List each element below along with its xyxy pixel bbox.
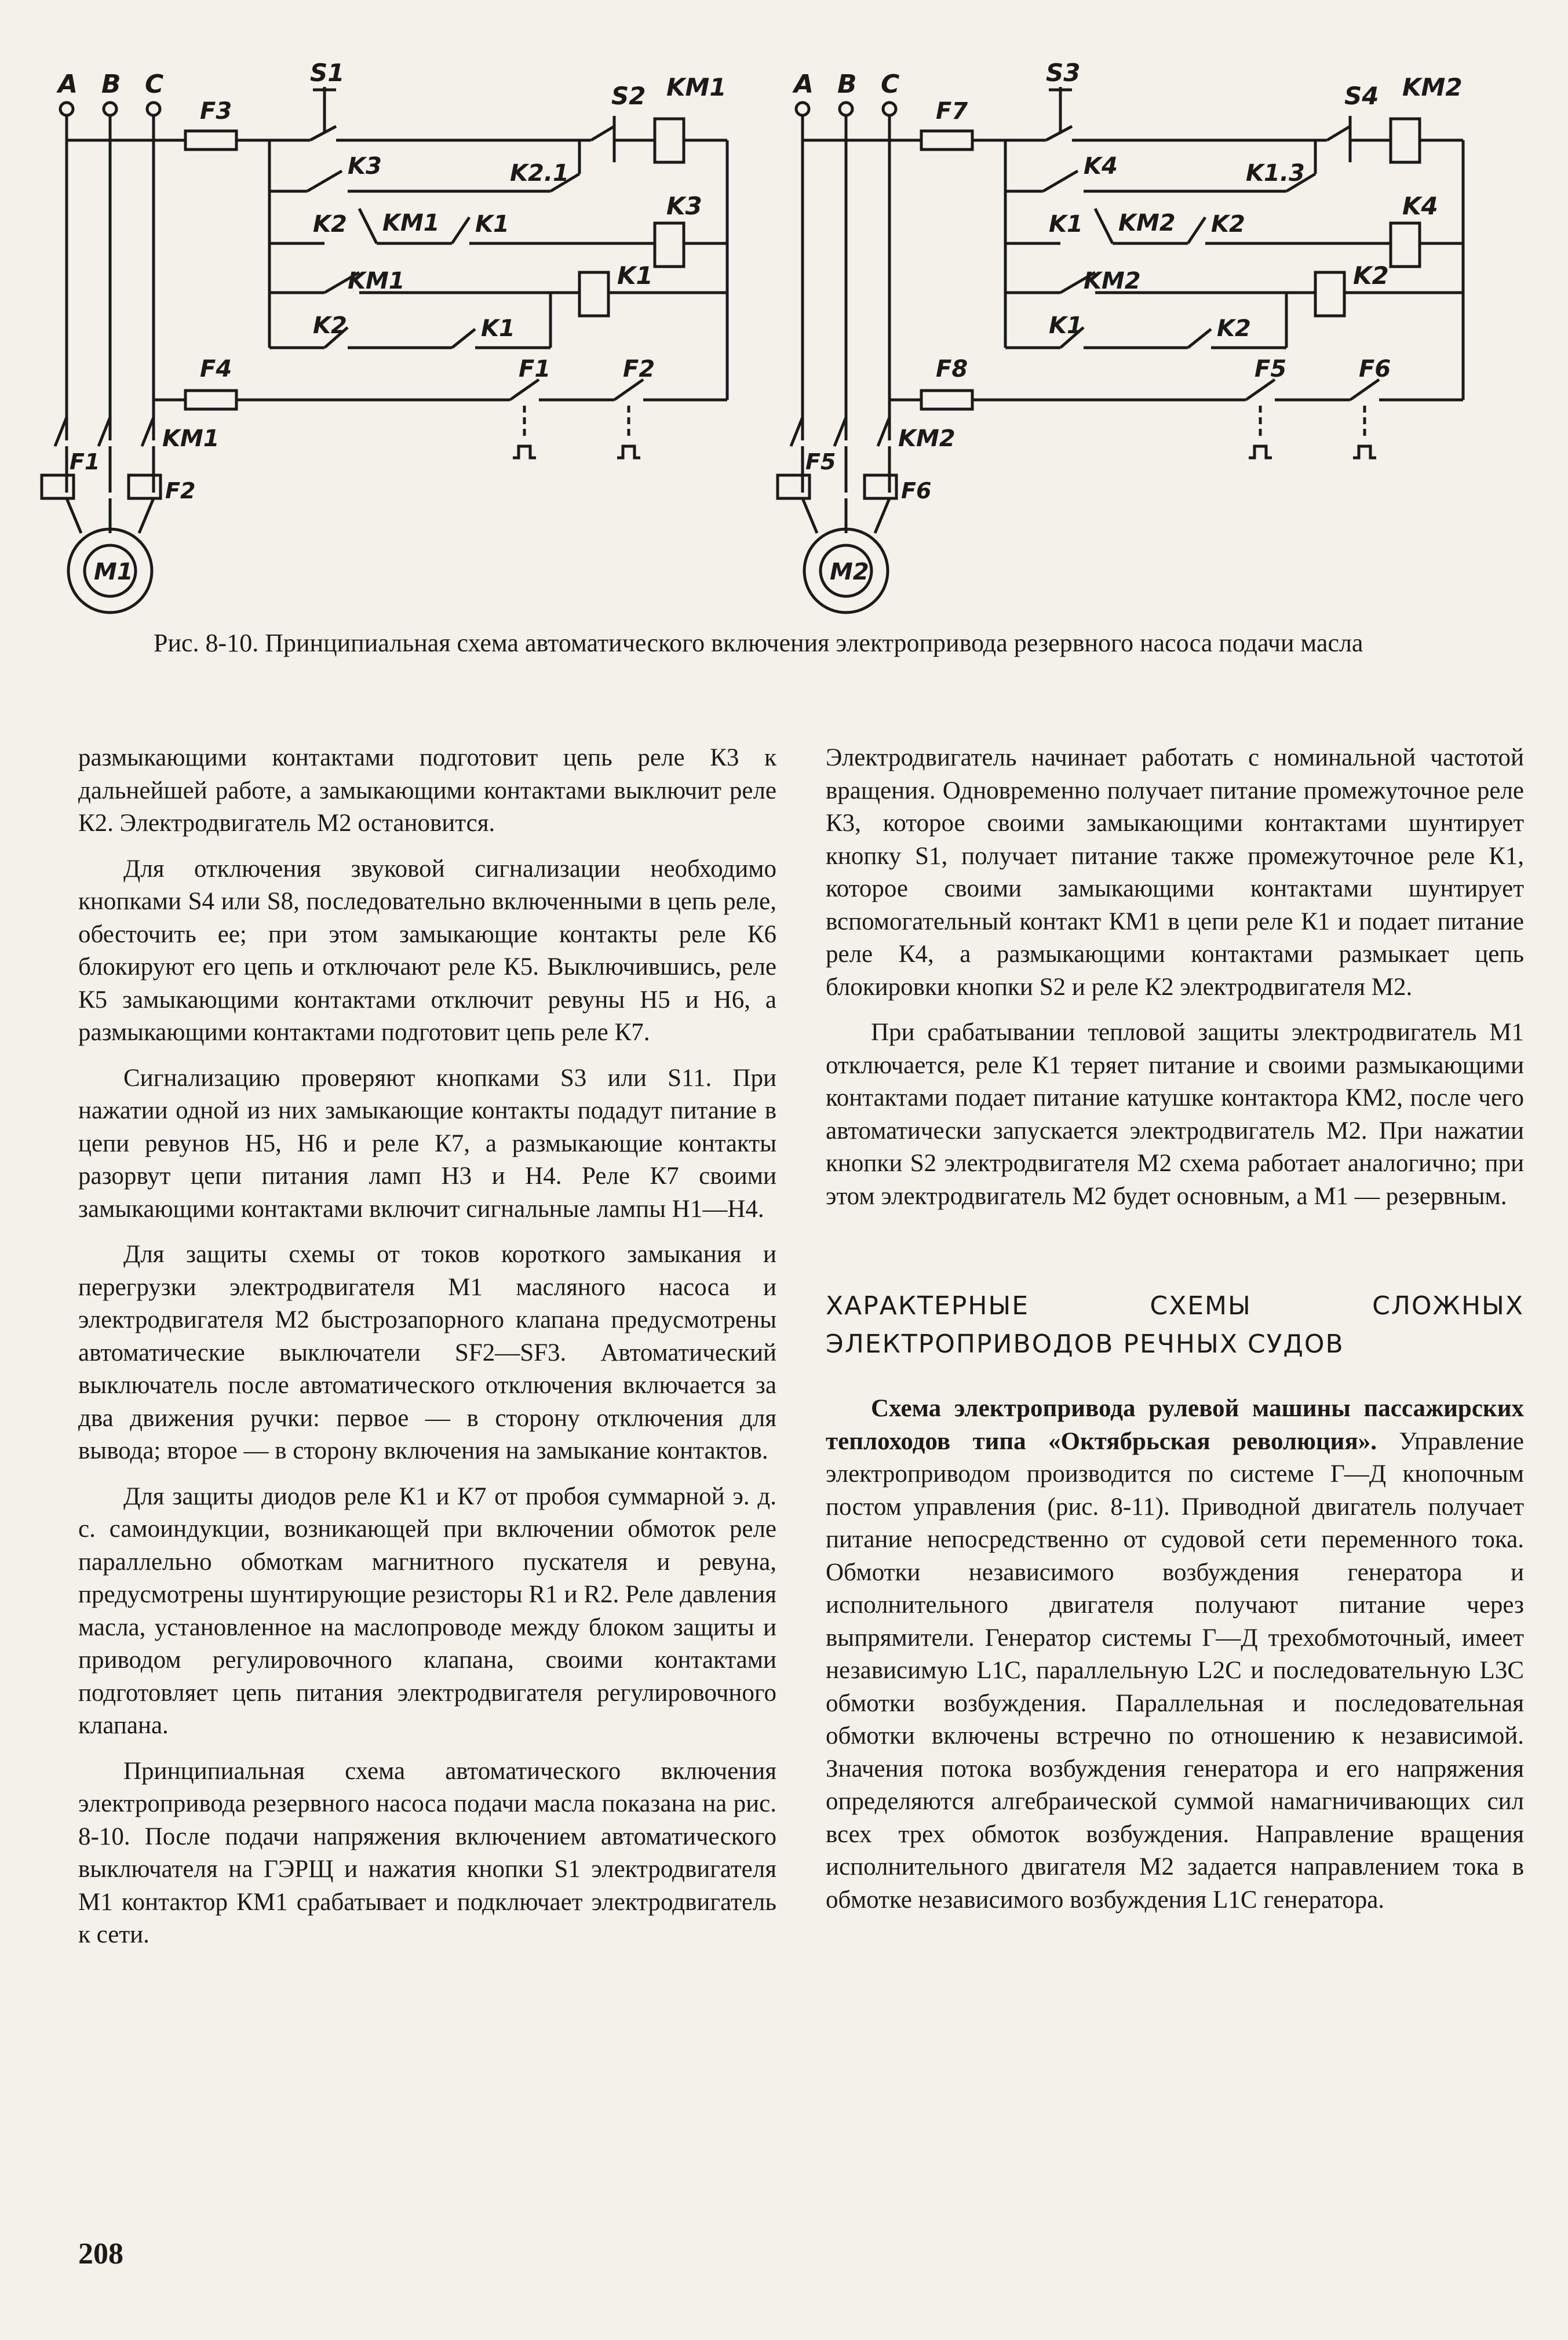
coil-label: K2 <box>1353 261 1389 290</box>
contact-label: K2 <box>1211 211 1245 238</box>
right-text-column <box>826 742 1524 1929</box>
motor-label: M1 <box>94 559 133 585</box>
contact-label: KM1 <box>162 425 220 452</box>
page-number: 208 <box>78 2237 123 2270</box>
circuit-diagram-figure <box>0 0 1568 637</box>
paragraph: Сигнализацию проверяют кнопками S3 или S11. При нажатии одной из них замыкающие контакты подадут питание в цепи ревунов Н5, Н6 и реле К7, а размыкающие контакты разорвут цепи питания ламп Н3 и Н4. Реле К7 своими замыкающими контактами включит сигнальные лампы Н1—Н4. <box>78 1064 776 1223</box>
button-label: S2 <box>611 82 646 110</box>
contact-label: KM2 <box>898 425 956 452</box>
fuse-label: F4 <box>200 356 232 382</box>
contact-label: F2 <box>623 356 655 382</box>
button-label: S4 <box>1344 82 1379 110</box>
contact-label: F5 <box>1255 356 1287 382</box>
section-heading: ХАРАКТЕРНЫЕ СХЕМЫ СЛОЖНЫХ ЭЛЕКТРОПРИВОДОВ РЕЧНЫХ СУДОВ <box>826 1291 1524 1359</box>
contact-label: K1 <box>1049 312 1083 339</box>
section-paragraph <box>826 1393 1524 1916</box>
thermal-label: F5 <box>805 449 836 475</box>
phase-label: B <box>837 70 857 99</box>
paragraph: Принципиальная схема автоматического включения электропривода резервного насоса подачи масла показана на рис. 8-10. После подачи напряжения включением автоматического выключателя на ГЭРЩ и нажатия кнопки S1 электродвигателя М1 контактор КМ1 срабатывает и подключает электродвигатель к сети. <box>78 1757 776 1948</box>
contact-label: KM1 <box>348 268 405 294</box>
coil-label: K4 <box>1402 192 1438 220</box>
phase-label: C <box>881 70 900 99</box>
paragraph: Для защиты схемы от токов короткого замыкания и перегрузки электродвигателя М1 масляного насоса и электродвигателя М2 быстрозапорного клапана предусмотрены автоматические выключатели SF2—SF3. Автоматический выключатель после автоматического отключения включается за два движения ручки: первое — в сторону отключения для вывода; второе — в сторону включения на замыкание контактов. <box>78 1241 776 1464</box>
thermal-label: F2 <box>165 478 196 504</box>
contact-label: K1 <box>475 211 509 238</box>
coil-label: KM1 <box>666 73 727 101</box>
contact-label: K1 <box>1049 211 1083 238</box>
contact-label: K1.3 <box>1246 160 1305 187</box>
contact-label: F6 <box>1359 356 1391 382</box>
section-lead: Схема электропривода рулевой машины пассажирских теплоходов типа «Октябрьская революция». <box>826 1395 1524 1455</box>
section-body: Управление электроприводом производится по системе Г—Д кнопочным постом управления (рис. 8-11). Приводной двигатель получает питание непосредственно от судовой сети переменного тока. Обмотки независимого возбуждения генератора и исполнительного двигателя получают питание через выпрямители. Генератор системы Г—Д трехобмоточный, имеет независимую L1C, параллельную L2C и последовательную L3C обмотки возбуждения. Параллельная и последовательная обмотки включены встречно по отношению к независимой. Значения потока возбуждения генератора и его напряжения определяются алгебраической суммой намагничивающих сил всех трех обмоток возбуждения. Направление вращения исполнительного двигателя М2 задается направлением тока в обмотке независимого возбуждения L1C генератора. <box>826 1427 1525 1913</box>
thermal-label: F1 <box>70 449 100 475</box>
contact-label: K2 <box>313 211 347 238</box>
phase-label: A <box>58 70 78 99</box>
phase-label: B <box>101 70 121 99</box>
paragraph: размыкающими контактами подготовит цепь реле К3 к дальнейшей работе, а замыкающими контактами выключит реле К2. Электродвигатель М2 остановится. <box>78 744 776 837</box>
coil-label: KM2 <box>1402 73 1463 101</box>
fuse-label: F3 <box>200 98 232 125</box>
button-label: S3 <box>1046 59 1081 87</box>
contact-label: KM2 <box>1084 268 1141 294</box>
figure-caption: Рис. 8-10. Принципиальная схема автоматического включения электропривода резервного насоса подачи масла <box>154 629 1363 657</box>
fuse-label: F8 <box>936 356 968 382</box>
contact-label: KM2 <box>1118 210 1176 236</box>
contact-label: F1 <box>519 356 551 382</box>
contact-label: K2.1 <box>510 160 569 187</box>
contact-label: K3 <box>348 153 382 180</box>
thermal-label: F6 <box>901 478 932 504</box>
paragraph: Для защиты диодов реле К1 и К7 от пробоя суммарной э. д. с. самоиндукции, возникающей при включении обмоток реле параллельно обмоткам магнитного пускателя и ревуна, предусмотрены шунтирующие резисторы R1 и R2. Реле давления масла, установленное на маслопроводе между блоком защиты и приводом регулировочного клапана, своими контактами подготовляет цепь питания электродвигателя регулировочного клапана. <box>78 1482 776 1739</box>
paragraph: Электродвигатель начинает работать с номинальной частотой вращения. Одновременно получает питание промежуточное реле К3, которое своими замыкающими контактами шунтирует кнопку S1, получает питание также промежуточное реле К1, которое своими замыкающими контактами шунтирует вспомогательный контакт КМ1 в цепи реле К1 и подает питание реле К4, а размыкающими контактами размыкает цепь блокировки кнопки S2 и реле К2 электродвигателя М2. <box>826 744 1524 1001</box>
left-schematic <box>42 59 727 613</box>
contact-label: K1 <box>481 315 515 342</box>
right-schematic <box>778 59 1463 613</box>
coil-label: K3 <box>666 192 702 220</box>
contact-label: K2 <box>1217 315 1251 342</box>
left-text-column <box>78 742 776 1964</box>
fuse-label: F7 <box>936 98 968 125</box>
button-label: S1 <box>310 59 345 87</box>
contact-label: KM1 <box>382 210 440 236</box>
phase-label: A <box>794 70 814 99</box>
motor-label: M2 <box>830 559 869 585</box>
paragraph: При срабатывании тепловой защиты электродвигатель М1 отключается, реле К1 теряет питание и своими размыкающими контактами подает питание катушке контактора КМ2, после чего автоматически запускается электродвигатель М2. При нажатии кнопки S2 электродвигателя М2 схема работает аналогично; при этом электродвигатель М2 будет основным, а М1 — резервным. <box>826 1019 1524 1210</box>
phase-label: C <box>145 70 164 99</box>
coil-label: K1 <box>617 261 653 290</box>
paragraph: Для отключения звуковой сигнализации необходимо кнопками S4 или S8, последовательно включенными в цепь реле, обесточить ее; при этом замыкающие контакты реле К6 блокируют его цепь и отключают реле К5. Выключившись, реле К5 замыкающими контактами отключит ревуны Н5 и Н6, а размыкающими контактами подготовит цепь реле К7. <box>78 855 776 1046</box>
contact-label: K2 <box>313 312 347 339</box>
contact-label: K4 <box>1084 153 1118 180</box>
